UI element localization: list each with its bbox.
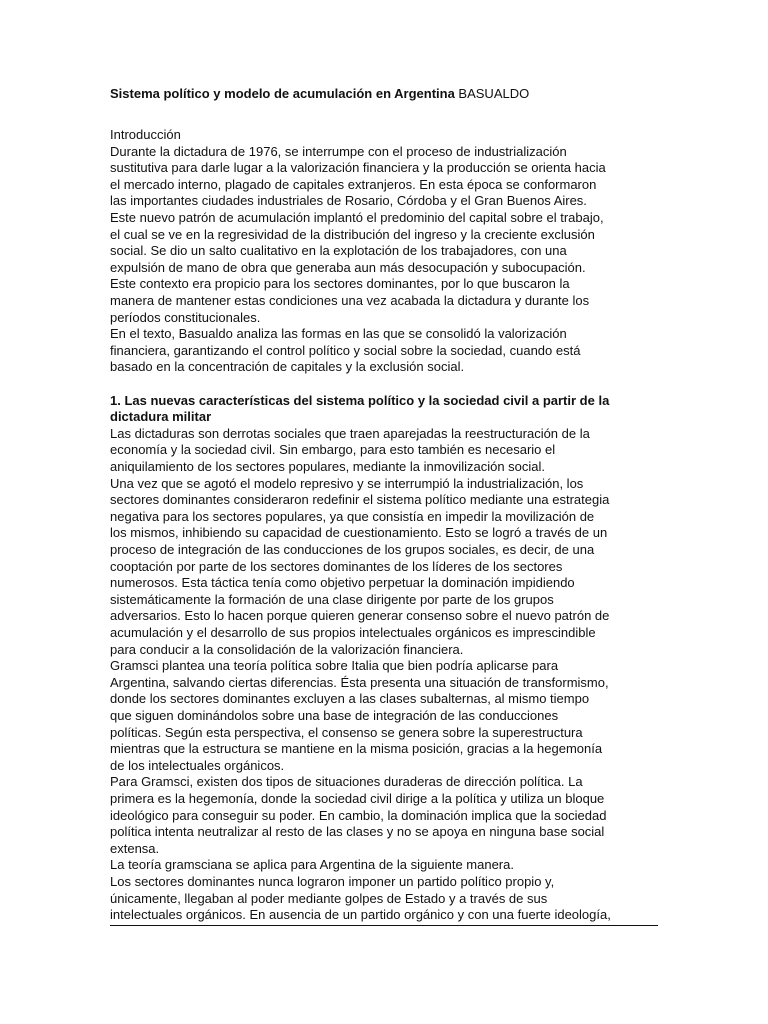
- body-text-line: cooptación por parte de los sectores dominantes de los líderes de los sectores: [110, 558, 563, 574]
- body-text-line: Durante la dictadura de 1976, se interrumpe con el proceso de industrialización: [110, 143, 567, 159]
- body-text-line: sustitutiva para darle lugar a la valorización financiera y la producción se orienta hacia: [110, 160, 606, 176]
- document-title: [110, 86, 529, 103]
- body-text-line: sectores dominantes consideraron redefinir el sistema político mediante una estrategia: [110, 492, 610, 508]
- body-text-line: manera de mantener estas condiciones una vez acabada la dictadura y durante los: [110, 293, 590, 308]
- body-text-line: social. Se dio un salto cualitativo en la explotación de los trabajadores, con una: [110, 243, 567, 259]
- body-text-line: basado en la concentración de capitales y la exclusión social.: [110, 359, 465, 375]
- body-text-line: economía y la sociedad civil. Sin embargo, para esto también es necesario el: [110, 442, 556, 458]
- body-text-line: Este contexto era propicio para los sectores dominantes, por lo que buscaron la: [110, 276, 570, 292]
- body-text-line: ideológico para conseguir su poder. En cambio, la dominación implica que la sociedad: [110, 807, 607, 823]
- body-text-line: aniquilamiento de los sectores populares, mediante la inmovilización social.: [110, 459, 546, 474]
- body-text-line: Para Gramsci, existen dos tipos de situaciones duraderas de dirección política. La: [110, 774, 583, 790]
- section-heading-line: dictadura militar: [110, 409, 212, 425]
- body-text-line: Gramsci plantea una teoría política sobre Italia que bien podría aplicarse para: [110, 658, 559, 674]
- body-text-line: política intenta neutralizar al resto de las clases y no se apoya en ninguna base social: [110, 824, 605, 840]
- body-text-line: mientras que la estructura se mantiene en la misma posición, gracias a la hegemonía: [110, 741, 603, 757]
- body-text-line: Este nuevo patrón de acumulación implantó el predominio del capital sobre el trabajo,: [110, 210, 604, 225]
- page-cut-rule: [110, 925, 658, 926]
- body-text-line: donde los sectores dominantes excluyen a las clases subalternas, al mismo tiempo: [110, 691, 590, 707]
- body-text-line: el cual se ve en la regresividad de la distribución del ingreso y la creciente exclusión: [110, 226, 595, 242]
- body-text-line: que siguen dominándolos sobre una base de integración de las conducciones: [110, 708, 559, 723]
- body-text-line: las importantes ciudades industriales de Rosario, Córdoba y el Gran Buenos Aires.: [110, 193, 587, 209]
- body-text-line: únicamente, llegaban al poder mediante golpes de Estado y a través de sus: [110, 890, 548, 906]
- body-text-line: Introducción: [110, 127, 181, 142]
- body-text-line: adversarios. Esto lo hacen porque quieren generar consenso sobre el nuevo patrón de: [110, 608, 610, 624]
- body-text-line: el mercado interno, plagado de capitales extranjeros. En esta época se conformaron: [110, 176, 597, 192]
- body-text-line: numerosos. Esta táctica tenía como objetivo perpetuar la dominación impidiendo: [110, 575, 575, 591]
- body-text-line: En el texto, Basualdo analiza las formas en las que se consolidó la valorización: [110, 326, 567, 342]
- body-text-line: para conducir a la consolidación de la valorización financiera.: [110, 641, 464, 657]
- body-text-line: La teoría gramsciana se aplica para Argentina de la siguiente manera.: [110, 857, 514, 873]
- body-text-line: de los intelectuales orgánicos.: [110, 757, 285, 773]
- body-text-line: acumulación y el desarrollo de sus propios intelectuales orgánicos es imprescindible: [110, 625, 596, 640]
- section-heading-line: 1. Las nuevas características del sistema político y la sociedad civil a partir de la: [110, 392, 610, 408]
- title-text: Sistema político y modelo de acumulación en Argentina: [110, 86, 455, 101]
- body-text-line: períodos constitucionales.: [110, 309, 261, 325]
- body-text-line: proceso de integración de las conducciones de los grupos sociales, es decir, de una: [110, 542, 595, 557]
- body-text-line: financiera, garantizando el control político y social sobre la sociedad, cuando está: [110, 342, 581, 358]
- body-text-line: Una vez que se agotó el modelo represivo y se interrumpió la industrialización, los: [110, 475, 584, 491]
- body-text-line: primera es la hegemonía, donde la sociedad civil dirige a la política y utiliza un bloque: [110, 791, 605, 806]
- body-text-line: extensa.: [110, 840, 160, 856]
- body-text-line: negativa para los sectores populares, ya que consistía en impedir la movilización de: [110, 508, 595, 524]
- body-text-line: los mismos, inhibiendo su capacidad de cuestionamiento. Esto se logró a través de un: [110, 525, 608, 541]
- body-text-line: intelectuales orgánicos. En ausencia de un partido orgánico y con una fuerte ideología,: [110, 907, 611, 923]
- body-text-line: sistemáticamente la formación de una clase dirigente por parte de los grupos: [110, 591, 554, 607]
- body-text-line: Argentina, salvando ciertas diferencias. Ésta presenta una situación de transformismo,: [110, 674, 609, 690]
- body-text-line: Las dictaduras son derrotas sociales que traen aparejadas la reestructuración de la: [110, 425, 590, 441]
- title-author: BASUALDO: [454, 86, 530, 101]
- body-text-line: Los sectores dominantes nunca lograron imponer un partido político propio y,: [110, 874, 555, 889]
- body-text-line: expulsión de mano de obra que generaba aun más desocupación y subocupación.: [110, 259, 586, 275]
- body-text-line: políticas. Según esta perspectiva, el consenso se genera sobre la superestructura: [110, 724, 583, 740]
